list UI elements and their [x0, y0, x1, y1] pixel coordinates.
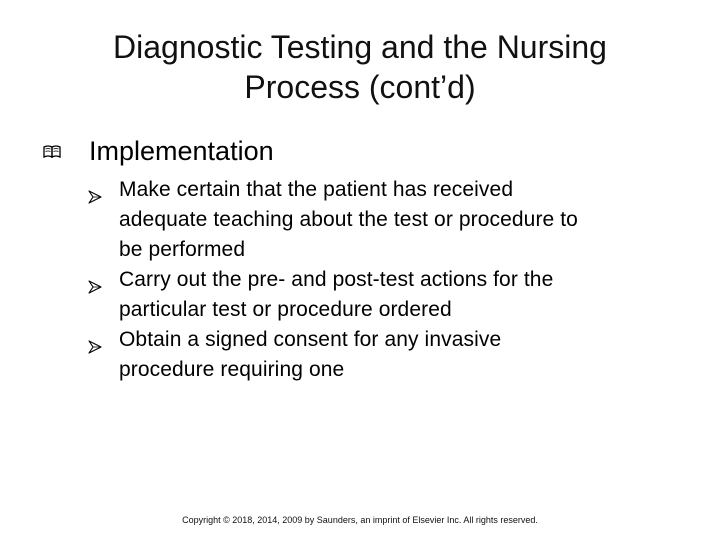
main-bullet-list	[42, 133, 682, 169]
sub-point-3-line-1: Obtain a signed consent for any invasive	[119, 328, 502, 351]
main-point-text: Implementation	[89, 136, 274, 166]
sub-point-1-line-2: adequate teaching about the test or procedure to	[119, 208, 578, 231]
sub-point-3-line-2: procedure requiring one	[119, 358, 345, 381]
copyright-footer: Copyright © 2018, 2014, 2009 by Saunders, an imprint of Elsevier Inc. All rights reserved.	[182, 515, 538, 525]
main-bullet-item	[42, 133, 682, 169]
arrow-bullet-icon	[88, 333, 102, 347]
sub-point-1-line-1: Make certain that the patient has received	[119, 178, 514, 201]
title-line-2: Process (cont’d)	[244, 69, 476, 105]
sub-bullet-item	[88, 325, 688, 385]
sub-bullet-item	[88, 175, 688, 265]
book-icon	[42, 145, 62, 159]
arrow-bullet-icon	[88, 273, 102, 287]
slide-title	[40, 27, 680, 107]
title-line-1: Diagnostic Testing and the Nursing	[113, 29, 607, 65]
sub-point-1-line-3: be performed	[119, 238, 246, 261]
arrow-bullet-icon	[88, 183, 102, 197]
sub-bullet-item	[88, 265, 688, 325]
sub-point-2-line-1: Carry out the pre- and post-test actions for the	[119, 268, 554, 291]
sub-bullet-list	[88, 175, 688, 385]
sub-point-2-line-2: particular test or procedure ordered	[119, 298, 452, 321]
